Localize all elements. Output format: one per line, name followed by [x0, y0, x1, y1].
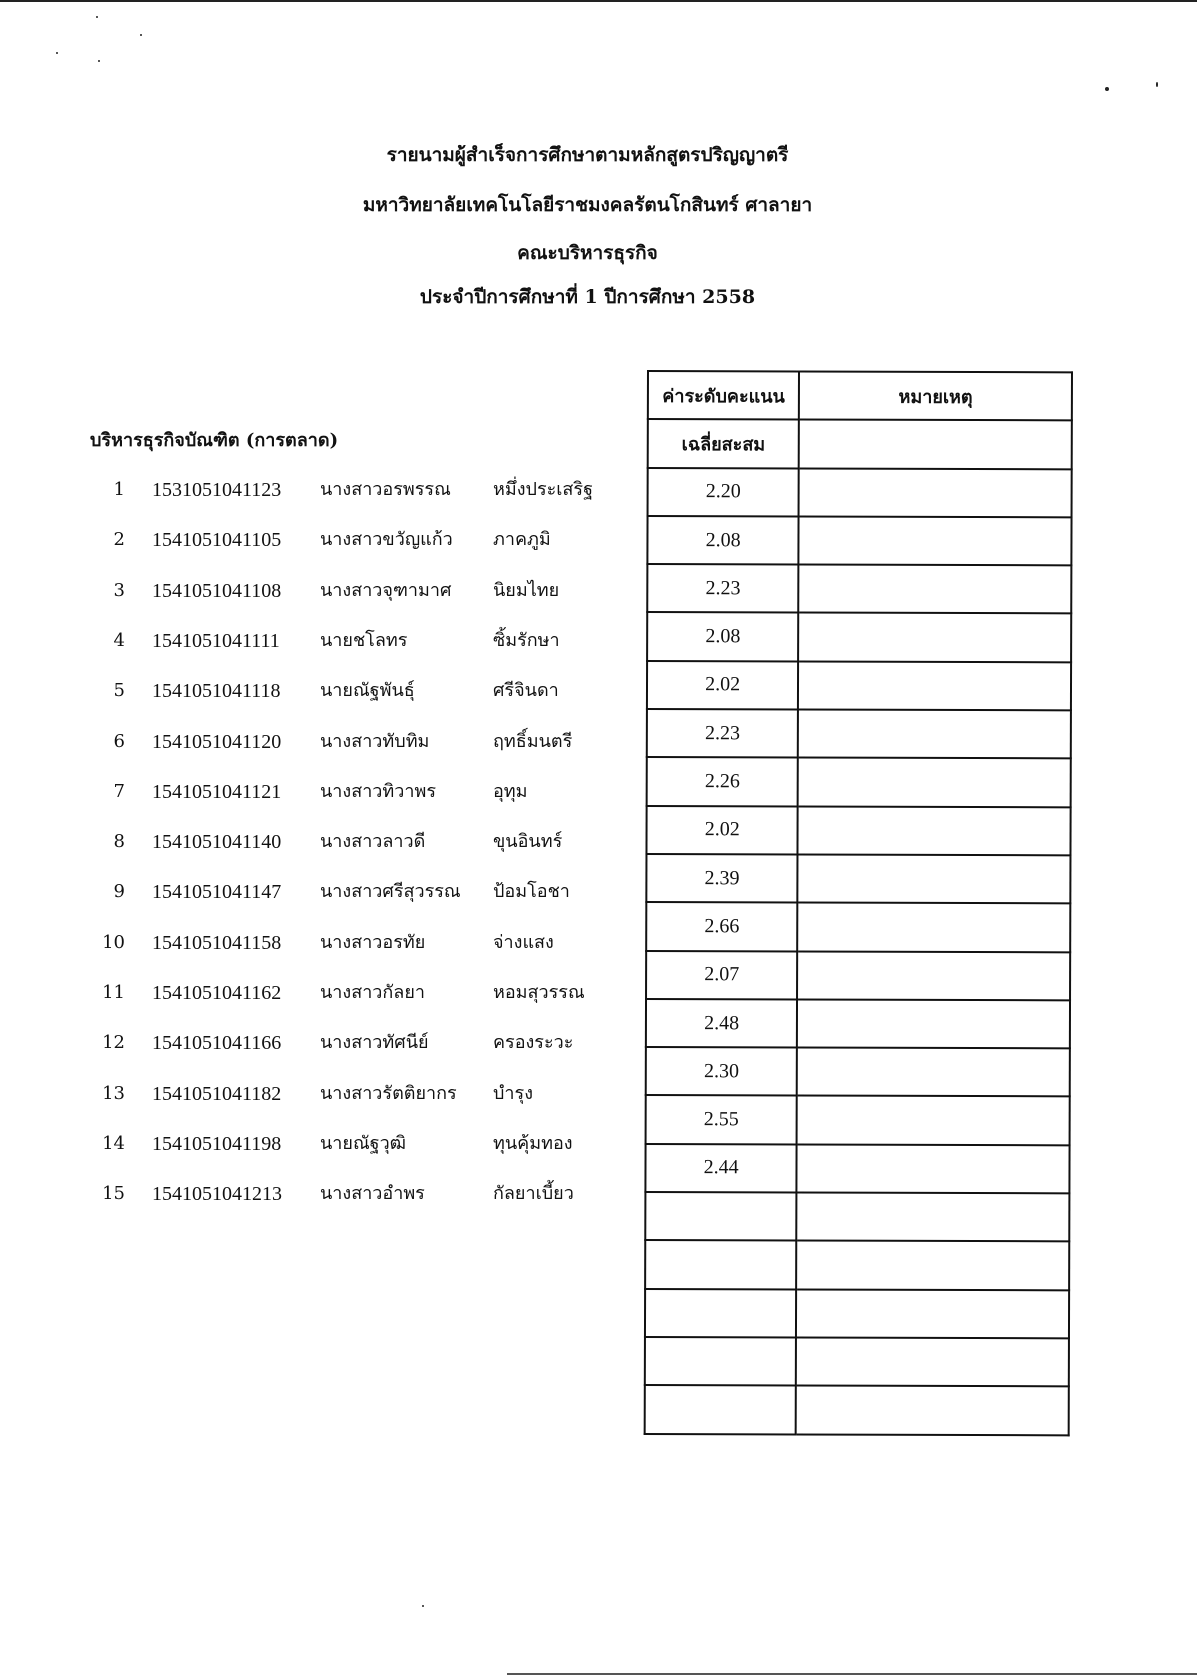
list-item	[0, 1179, 640, 1209]
gpa-value: 2.02	[646, 806, 798, 855]
row-number: 5	[113, 680, 125, 702]
table-row	[646, 951, 1070, 1001]
list-item	[0, 928, 640, 958]
empty-gpa-cell	[645, 1240, 797, 1289]
row-number: 10	[102, 931, 125, 953]
empty-table-row	[645, 1337, 1069, 1387]
row-number: 13	[102, 1082, 125, 1104]
empty-remark-cell	[796, 1386, 1069, 1435]
list-item	[0, 978, 640, 1008]
university-name: มหาวิทยาลัยเทคโนโลยีราชมงคลรัตนโกสินทร์ ศาลายา	[362, 194, 813, 216]
remark-cell	[797, 1144, 1070, 1193]
table-header-row	[648, 419, 1072, 469]
remark-cell	[798, 613, 1071, 662]
gpa-value: 2.48	[646, 999, 798, 1048]
table-row	[646, 999, 1070, 1049]
scan-speck	[422, 1605, 424, 1607]
last-name: ขุนอินทร์	[493, 831, 563, 853]
remark-cell	[799, 516, 1072, 565]
remark-cell	[799, 468, 1072, 517]
empty-table-row	[645, 1385, 1069, 1435]
list-item	[0, 1028, 640, 1058]
list-item	[0, 1079, 640, 1109]
empty-gpa-cell	[645, 1192, 797, 1241]
last-name: ป้อมโอชา	[493, 881, 570, 903]
remark-cell	[797, 1048, 1070, 1097]
first-name: นางสาวรัตติยากร	[320, 1082, 457, 1104]
row-number: 15	[102, 1183, 125, 1205]
last-name: ภาคภูมิ	[493, 529, 551, 551]
remark-cell	[798, 854, 1071, 903]
last-name: ศรีจินดา	[493, 680, 559, 702]
scan-speck	[1105, 87, 1109, 91]
scan-edge-bottom	[507, 1673, 1197, 1675]
remark-cell	[798, 758, 1071, 807]
remark-cell	[798, 710, 1071, 759]
row-number: 4	[113, 629, 125, 651]
remarks-header: หมายเหตุ	[799, 371, 1072, 420]
list-item	[0, 727, 640, 757]
first-name: นางสาวทับทิม	[320, 730, 430, 752]
table-row	[647, 661, 1071, 711]
table-row	[647, 564, 1071, 614]
row-number: 2	[113, 529, 125, 551]
first-name: นางสาวจุฑามาศ	[320, 579, 452, 601]
remark-cell	[797, 1096, 1070, 1145]
remark-cell	[798, 903, 1071, 952]
row-number: 11	[102, 982, 125, 1003]
student-id: 1541051041162	[152, 982, 282, 1004]
table-row	[648, 468, 1072, 518]
table-row	[646, 806, 1070, 856]
gpa-value: 2.23	[647, 709, 799, 758]
first-name: นางสาวทัศนีย์	[320, 1032, 429, 1054]
last-name: นิยมไทย	[493, 579, 560, 601]
last-name: อุทุม	[493, 780, 528, 802]
last-name: หมึ่งประเสริฐ	[493, 479, 594, 500]
list-item	[0, 827, 640, 857]
list-item	[0, 877, 640, 907]
student-id: 1541051041147	[152, 881, 282, 904]
student-id: 1541051041121	[152, 780, 282, 803]
scan-speck	[96, 16, 98, 18]
list-item	[0, 525, 640, 555]
row-number: 12	[102, 1032, 125, 1054]
row-number: 3	[113, 579, 125, 601]
row-number: 6	[113, 730, 125, 752]
list-item	[0, 1129, 640, 1159]
first-name: นายณัฐวุฒิ	[320, 1132, 406, 1154]
gpa-value: 2.23	[647, 564, 799, 613]
remark-cell	[797, 951, 1070, 1000]
first-name: นางสาวขวัญแก้ว	[320, 529, 453, 551]
gpa-table	[644, 370, 1073, 1436]
scan-speck	[98, 60, 100, 62]
student-id: 1541051041182	[152, 1082, 282, 1105]
first-name: นางสาวลาวดี	[320, 831, 426, 853]
row-number: 7	[113, 780, 125, 802]
remark-cell	[799, 565, 1072, 614]
student-id: 1541051041105	[152, 529, 282, 552]
list-item	[0, 626, 640, 656]
first-name: นางสาวทิวาพร	[320, 780, 437, 802]
empty-remark-cell	[796, 1241, 1069, 1290]
empty-gpa-cell	[645, 1289, 797, 1338]
table-row	[647, 709, 1071, 759]
gpa-value: 2.55	[646, 1095, 798, 1144]
remark-cell	[797, 999, 1070, 1048]
first-name: นางสาวศรีสุวรรณ	[320, 881, 461, 903]
student-id: 1541051041198	[152, 1132, 282, 1155]
empty-gpa-cell	[645, 1337, 797, 1386]
document-title: รายนามผู้สำเร็จการศึกษาตามหลักสูตรปริญญาตรี	[386, 144, 789, 166]
table-row	[647, 612, 1071, 662]
academic-term: ประจำปีการศึกษาที่ 1 ปีการศึกษา 2558	[419, 286, 756, 308]
student-id: 1541051041120	[152, 730, 282, 753]
scan-speck	[56, 52, 58, 54]
table-row	[646, 902, 1070, 952]
student-id: 1531051041123	[152, 479, 282, 501]
empty-remark-cell	[797, 1193, 1070, 1242]
student-id: 1541051041108	[152, 579, 282, 602]
gpa-value: 2.39	[646, 854, 798, 903]
last-name: ฤทธิ์มนตรี	[493, 730, 573, 752]
student-id: 1541051041166	[152, 1032, 282, 1055]
gpa-value: 2.08	[647, 516, 799, 565]
empty-table-row	[645, 1192, 1069, 1242]
gpa-value: 2.07	[646, 951, 798, 1000]
table-row	[647, 757, 1071, 807]
empty-table-row	[645, 1289, 1069, 1339]
last-name: กัลยาเบี้ยว	[493, 1183, 574, 1205]
empty-remark-cell	[796, 1337, 1069, 1386]
gpa-header-line1: ค่าระดับคะแนน	[648, 371, 800, 420]
table-header-row	[648, 371, 1072, 421]
student-id: 1541051041111	[152, 629, 280, 652]
table-row	[646, 1047, 1070, 1097]
last-name: หอมสุวรรณ	[493, 982, 585, 1003]
program-heading: บริหารธุรกิจบัณฑิต (การตลาด)	[90, 430, 339, 451]
student-id: 1541051041118	[152, 680, 281, 703]
last-name: ครองระวะ	[493, 1032, 574, 1054]
list-item	[0, 676, 640, 706]
list-item	[0, 576, 640, 606]
table-row	[645, 1144, 1069, 1194]
gpa-value: 2.26	[647, 757, 799, 806]
gpa-value: 2.44	[645, 1144, 797, 1193]
first-name: นางสาวอำพร	[320, 1183, 425, 1205]
table-row	[646, 1095, 1070, 1145]
remarks-header-blank	[799, 420, 1072, 469]
first-name: นางสาวอรทัย	[320, 931, 426, 953]
gpa-header-line2: เฉลี่ยสะสม	[648, 419, 800, 468]
first-name: นางสาวกัลยา	[320, 982, 425, 1003]
remark-cell	[798, 806, 1071, 855]
student-id: 1541051041140	[152, 831, 282, 854]
scan-edge-top	[0, 0, 1197, 2]
gpa-value: 2.08	[647, 612, 799, 661]
gpa-value: 2.20	[648, 468, 800, 517]
last-name: ทุนคุ้มทอง	[493, 1132, 573, 1154]
empty-remark-cell	[796, 1289, 1069, 1338]
row-number: 8	[113, 831, 125, 853]
first-name: นางสาวอรพรรณ	[320, 479, 451, 500]
student-id: 1541051041213	[152, 1183, 282, 1206]
list-item	[0, 777, 640, 807]
table-row	[647, 516, 1071, 566]
row-number: 14	[102, 1132, 125, 1154]
remark-cell	[798, 661, 1071, 710]
faculty-name: คณะบริหารธุรกิจ	[517, 242, 658, 264]
student-id: 1541051041158	[152, 931, 282, 954]
last-name: จ่างแสง	[493, 931, 554, 953]
empty-table-row	[645, 1240, 1069, 1290]
list-item	[0, 475, 640, 505]
first-name: นายชโลทร	[320, 629, 408, 651]
row-number: 1	[113, 479, 125, 500]
last-name: ซิ้มรักษา	[493, 629, 560, 651]
gpa-value: 2.30	[646, 1047, 798, 1096]
scan-speck	[1156, 82, 1158, 87]
first-name: นายณัฐพันธุ์	[320, 680, 415, 702]
table-row	[646, 854, 1070, 904]
gpa-value: 2.66	[646, 902, 798, 951]
last-name: บำรุง	[493, 1082, 533, 1104]
scan-speck	[140, 34, 142, 36]
gpa-value: 2.02	[647, 661, 799, 710]
row-number: 9	[113, 881, 125, 903]
empty-gpa-cell	[645, 1385, 797, 1434]
